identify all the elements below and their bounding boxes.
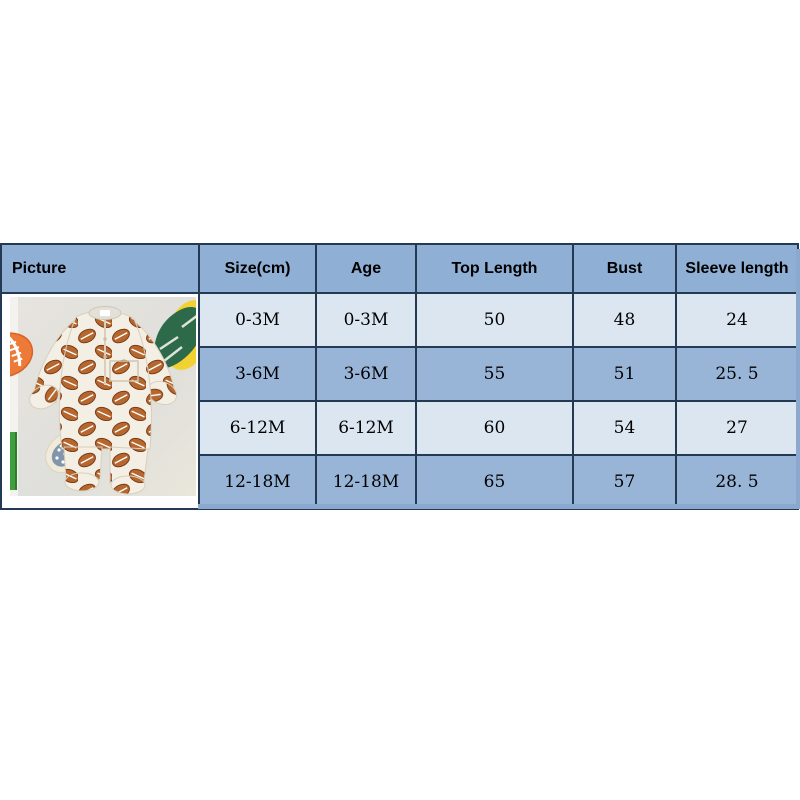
cell-age: 3-6M bbox=[316, 347, 416, 401]
cell-sleeve-length: 25. 5 bbox=[676, 347, 798, 401]
cell-top-length: 55 bbox=[416, 347, 573, 401]
cell-size: 12-18M bbox=[199, 455, 316, 509]
cell-sleeve-length: 28. 5 bbox=[676, 455, 798, 509]
cell-bust: 48 bbox=[573, 293, 676, 347]
cell-size: 0-3M bbox=[199, 293, 316, 347]
cell-top-length: 60 bbox=[416, 401, 573, 455]
cell-bust: 51 bbox=[573, 347, 676, 401]
cell-age: 6-12M bbox=[316, 401, 416, 455]
cell-age: 0-3M bbox=[316, 293, 416, 347]
size-chart-table bbox=[0, 243, 799, 510]
column-header-sleeve-length: Sleeve length bbox=[676, 244, 798, 293]
green-strip bbox=[10, 432, 17, 490]
cell-age: 12-18M bbox=[316, 455, 416, 509]
table-row bbox=[1, 293, 798, 347]
product-photo bbox=[10, 297, 196, 496]
cell-top-length: 50 bbox=[416, 293, 573, 347]
cell-size: 3-6M bbox=[199, 347, 316, 401]
table-drop-shadow-right bbox=[796, 249, 800, 509]
cell-top-length: 65 bbox=[416, 455, 573, 509]
product-photo-cell bbox=[1, 293, 199, 509]
table-drop-shadow-bottom bbox=[198, 504, 800, 509]
cell-sleeve-length: 27 bbox=[676, 401, 798, 455]
column-header-age: Age bbox=[316, 244, 416, 293]
header-row bbox=[1, 244, 798, 293]
column-header-bust: Bust bbox=[573, 244, 676, 293]
cell-bust: 57 bbox=[573, 455, 676, 509]
column-header-size: Size(cm) bbox=[199, 244, 316, 293]
column-header-top-length: Top Length bbox=[416, 244, 573, 293]
cell-bust: 54 bbox=[573, 401, 676, 455]
cell-size: 6-12M bbox=[199, 401, 316, 455]
column-header-picture: Picture bbox=[1, 244, 199, 293]
cell-sleeve-length: 24 bbox=[676, 293, 798, 347]
